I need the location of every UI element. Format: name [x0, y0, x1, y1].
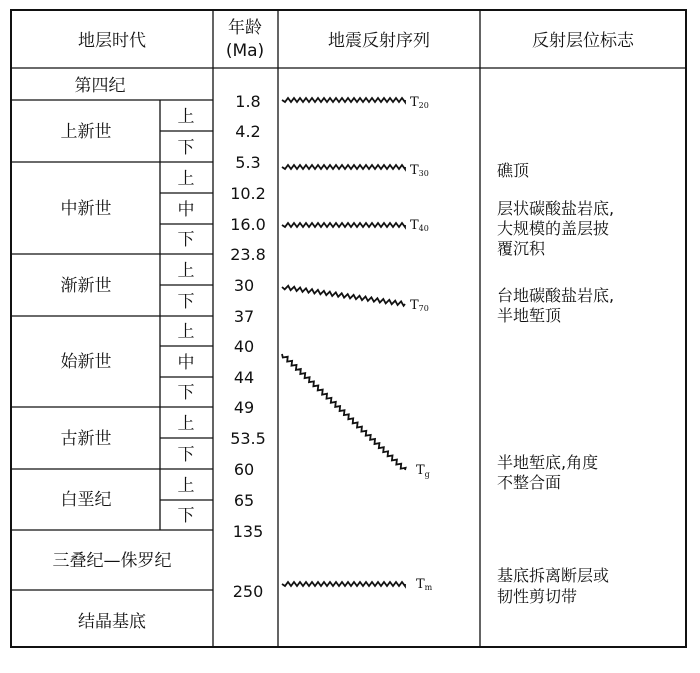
age-value: 5.3 — [235, 153, 261, 172]
reflector-label-t40: T40 — [410, 218, 429, 233]
age-value: 49 — [233, 398, 255, 417]
sub-label: 下 — [177, 383, 195, 403]
sub-label: 上 — [177, 169, 195, 189]
sub-label: 下 — [177, 138, 195, 158]
age-value: 30 — [233, 276, 255, 295]
sub-label: 下 — [177, 506, 195, 526]
sub-label: 上 — [177, 322, 195, 342]
era-miocene: 中新世 — [60, 199, 112, 219]
marker-t40-line1: 层状碳酸盐岩底, — [497, 199, 615, 218]
age-value: 135 — [232, 522, 264, 541]
header-era: 地层时代 — [78, 31, 146, 51]
sub-label: 中 — [177, 353, 195, 373]
reflector-label-tm: Tm — [416, 577, 433, 592]
era-paleocene: 古新世 — [60, 429, 112, 449]
sub-label: 上 — [177, 414, 195, 434]
sub-label: 下 — [177, 292, 195, 312]
era-quaternary: 第四纪 — [74, 76, 126, 96]
marker-tg-line1: 半地堑底,角度 — [497, 453, 599, 472]
reflector-label-tg: Tg — [416, 463, 430, 479]
age-value: 60 — [233, 460, 255, 479]
marker-reef-top: 礁顶 — [497, 161, 530, 180]
header-age: 年龄 — [228, 18, 262, 38]
era-eocene: 始新世 — [60, 352, 112, 372]
sub-label: 上 — [177, 107, 195, 127]
age-value: 53.5 — [230, 429, 266, 448]
marker-tm-line1: 基底拆离断层或 — [497, 566, 610, 585]
age-value: 37 — [233, 307, 255, 326]
sub-label: 上 — [177, 476, 195, 496]
sub-label: 中 — [177, 200, 195, 220]
reflector-label-t70: T70 — [410, 298, 429, 313]
marker-t70-line1: 台地碳酸盐岩底, — [497, 286, 615, 305]
reflector-line-tg — [282, 354, 406, 470]
era-triassic-jurassic: 三叠纪—侏罗纪 — [52, 551, 172, 571]
reflector-label-t30: T30 — [410, 163, 429, 178]
age-value: 4.2 — [235, 122, 261, 141]
age-value: 250 — [232, 582, 264, 601]
marker-tm-line2: 韧性剪切带 — [497, 587, 578, 606]
era-crystalline-basement: 结晶基底 — [78, 612, 146, 632]
era-oligocene: 渐新世 — [60, 276, 112, 296]
age-value: 16.0 — [230, 215, 266, 234]
reflector-label-t20: T20 — [410, 95, 429, 110]
age-value: 23.8 — [230, 245, 266, 264]
era-pliocene: 上新世 — [60, 122, 112, 142]
reflector-line-t70 — [282, 286, 405, 306]
age-value: 1.8 — [235, 92, 261, 111]
age-value: 44 — [233, 368, 255, 387]
era-cretaceous: 白垩纪 — [60, 490, 112, 510]
marker-tg-line2: 不整合面 — [497, 473, 562, 492]
marker-t40-line3: 覆沉积 — [497, 239, 546, 258]
reflector-line-tm — [282, 582, 405, 586]
reflector-line-t20 — [282, 98, 405, 102]
sub-label: 下 — [177, 230, 195, 250]
age-value: 10.2 — [230, 184, 266, 203]
age-value: 65 — [233, 491, 255, 510]
header-age-unit: (Ma) — [225, 41, 265, 61]
marker-t70-line2: 半地堑顶 — [497, 306, 562, 325]
age-value: 40 — [233, 337, 255, 356]
header-sequence: 地震反射序列 — [328, 31, 430, 51]
sub-label: 下 — [177, 445, 195, 465]
marker-t40-line2: 大规模的盖层披 — [497, 219, 610, 238]
header-marker: 反射层位标志 — [532, 31, 634, 51]
sub-label: 上 — [177, 261, 195, 281]
reflector-line-t30 — [282, 165, 405, 169]
reflector-line-t40 — [282, 223, 405, 227]
